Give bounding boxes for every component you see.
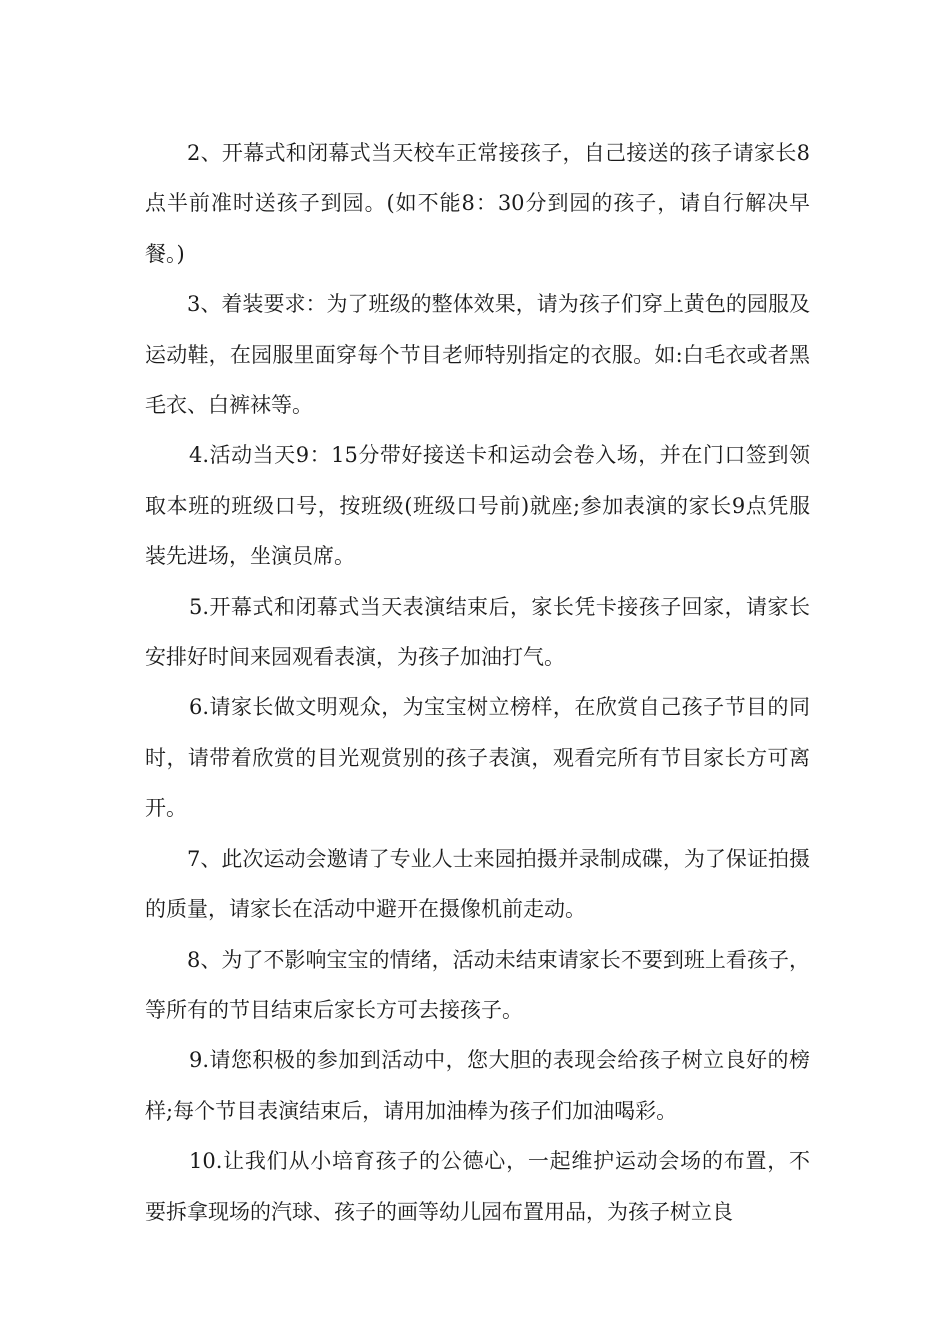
paragraph-item-2: 2、开幕式和闭幕式当天校车正常接孩子，自己接送的孩子请家长8点半前准时送孩子到园。(如不能8：30分到园的孩子，请自行解决早餐。) bbox=[145, 141, 810, 266]
paragraph-item-3: 3、着装要求：为了班级的整体效果，请为孩子们穿上黄色的园服及运动鞋，在园服里面穿每个节目老师特别指定的衣服。如:白毛衣或者黑毛衣、白裤袜等。 bbox=[145, 292, 810, 418]
paragraph-item-10: 10.让我们从小培育孩子的公德心，一起维护运动会场的布置，不要拆拿现场的汽球、孩子的画等幼儿园布置用品，为孩子树立良 bbox=[145, 1149, 810, 1224]
document-body bbox=[145, 128, 810, 1237]
paragraph-item-7: 7、此次运动会邀请了专业人士来园拍摄并录制成碟，为了保证拍摄的质量，请家长在活动中避开在摄像机前走动。 bbox=[145, 846, 810, 922]
paragraph-item-6: 6.请家长做文明观众，为宝宝树立榜样，在欣赏自己孩子节目的同时，请带着欣赏的目光观赏别的孩子表演，观看完所有节目家长方可离开。 bbox=[145, 695, 810, 821]
paragraph-item-9: 9.请您积极的参加到活动中，您大胆的表现会给孩子树立良好的榜样;每个节目表演结束后，请用加油棒为孩子们加油喝彩。 bbox=[145, 1048, 810, 1123]
paragraph-item-4: 4.活动当天9：15分带好接送卡和运动会卷入场，并在门口签到领取本班的班级口号，按班级(班级口号前)就座;参加表演的家长9点凭服装先进场，坐演员席。 bbox=[145, 443, 810, 569]
paragraph-item-8: 8、为了不影响宝宝的情绪，活动未结束请家长不要到班上看孩子，等所有的节目结束后家长方可去接孩子。 bbox=[145, 947, 810, 1022]
paragraph-item-5: 5.开幕式和闭幕式当天表演结束后，家长凭卡接孩子回家，请家长安排好时间来园观看表演，为孩子加油打气。 bbox=[145, 594, 810, 670]
